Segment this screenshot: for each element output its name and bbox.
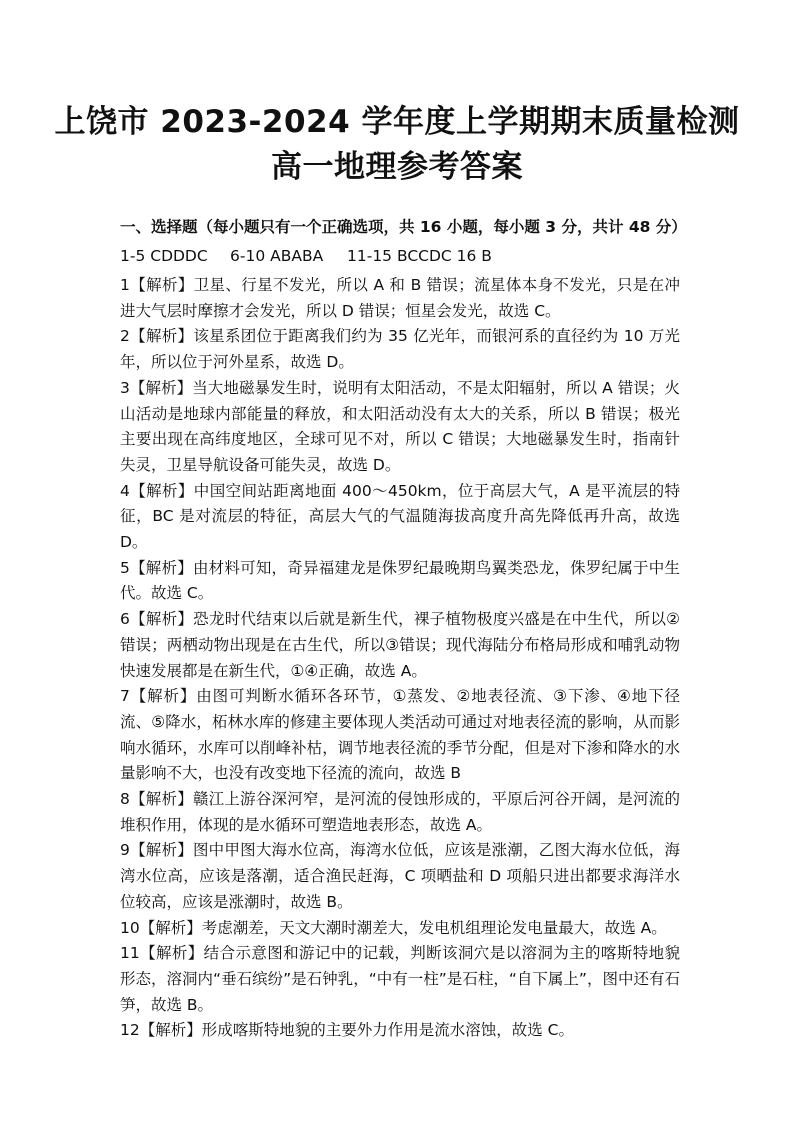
answer-group-11-16: 11-15 BCCDC 16 B [347,247,492,265]
document-title: 上饶市 2023-2024 学年度上学期期末质量检测 [54,104,740,140]
explanation-11: 11【解析】结合示意图和游记中的记载，判断该洞穴是以溶洞为主的喀斯特地貌形态，溶洞内“垂石缤纷”是石钟乳，“中有一柱”是石柱，“自下属上”，图中还有石笋，故选 B。 [120,944,680,1014]
document-subtitle: 高一地理参考答案 [271,149,523,185]
explanation-6: 6【解析】恐龙时代结束以后就是新生代，裸子植物极度兴盛是在中生代，所以②错误；两栖动物出现是在古生代，所以③错误；现代海陆分布格局形成和哺乳动物快速发展都是在新生代，①④正确，故选 A。 [120,610,680,680]
explanation-5: 5【解析】由材料可知，奇异福建龙是侏罗纪最晚期鸟翼类恐龙，侏罗纪属于中生代。故选 C。 [120,558,680,603]
answer-group-6-10: 6-10 ABABA [230,247,324,265]
explanation-8: 8【解析】赣江上游谷深河窄，是河流的侵蚀形成的，平原后河谷开阔，是河流的堆积作用，体现的是水循环可塑造地表形态，故选 A。 [120,790,680,834]
explanation-12: 12【解析】形成喀斯特地貌的主要外力作用是流水溶蚀，故选 C。 [120,1021,574,1040]
answer-group-1-5: 1-5 CDDDC [120,247,208,265]
section-heading: 一、选择题（每小题只有一个正确选项，共 16 小题，每小题 3 分，共计 48 分） [120,218,687,236]
explanation-4: 4【解析】中国空间站距离地面 400～450km，位于高层大气，A 是平流层的特征，BC 是对流层的特征，高层大气的气温随海拔高度升高先降低再升高，故选 D。 [120,481,680,552]
explanation-7: 7【解析】由图可判断水循环各环节，①蒸发、②地表径流、③下渗、④地下径流、⑤降水，柘林水库的修建主要体现人类活动可通过对地表径流的影响，从而影响水循环，水库可以削峰补枯，调节地表径流的季节分配，但是对下渗和降水的水量影响不大，也没有改变地下径流的流向，故选 B [120,687,680,783]
explanation-3: 3【解析】当大地磁暴发生时，说明有太阳活动，不是太阳辐射，所以 A 错误；火山活动是地球内部能量的释放，和太阳活动没有太大的关系，所以 B 错误；极光主要出现在高纬度地区，全球可见不对，所以 C 错误；大地磁暴发生时，指南针失灵，卫星导航设备可能失灵，故选 D。 [120,378,680,474]
explanation-9: 9【解析】图中甲图大海水位高，海湾水位低，应该是涨潮，乙图大海水位低，海湾水位高，应该是落潮，适合渔民赶海，C 项晒盐和 D 项船只进出都要求海洋水位较高，应该是涨潮时，故选 B。 [120,841,680,911]
explanation-10: 10【解析】考虑潮差，天文大潮时潮差大，发电机组理论发电量最大，故选 A。 [120,918,667,937]
explanation-1: 1【解析】卫星、行星不发光，所以 A 和 B 错误；流星体本身不发光，只是在冲进大气层时摩擦才会发光，所以 D 错误；恒星会发光，故选 C。 [120,276,680,320]
answer-key [120,247,492,265]
explanation-2: 2【解析】该星系团位于距离我们约为 35 亿光年，而银河系的直径约为 10 万光年，所以位于河外星系，故选 D。 [120,327,680,372]
explanation-list [120,273,680,1044]
